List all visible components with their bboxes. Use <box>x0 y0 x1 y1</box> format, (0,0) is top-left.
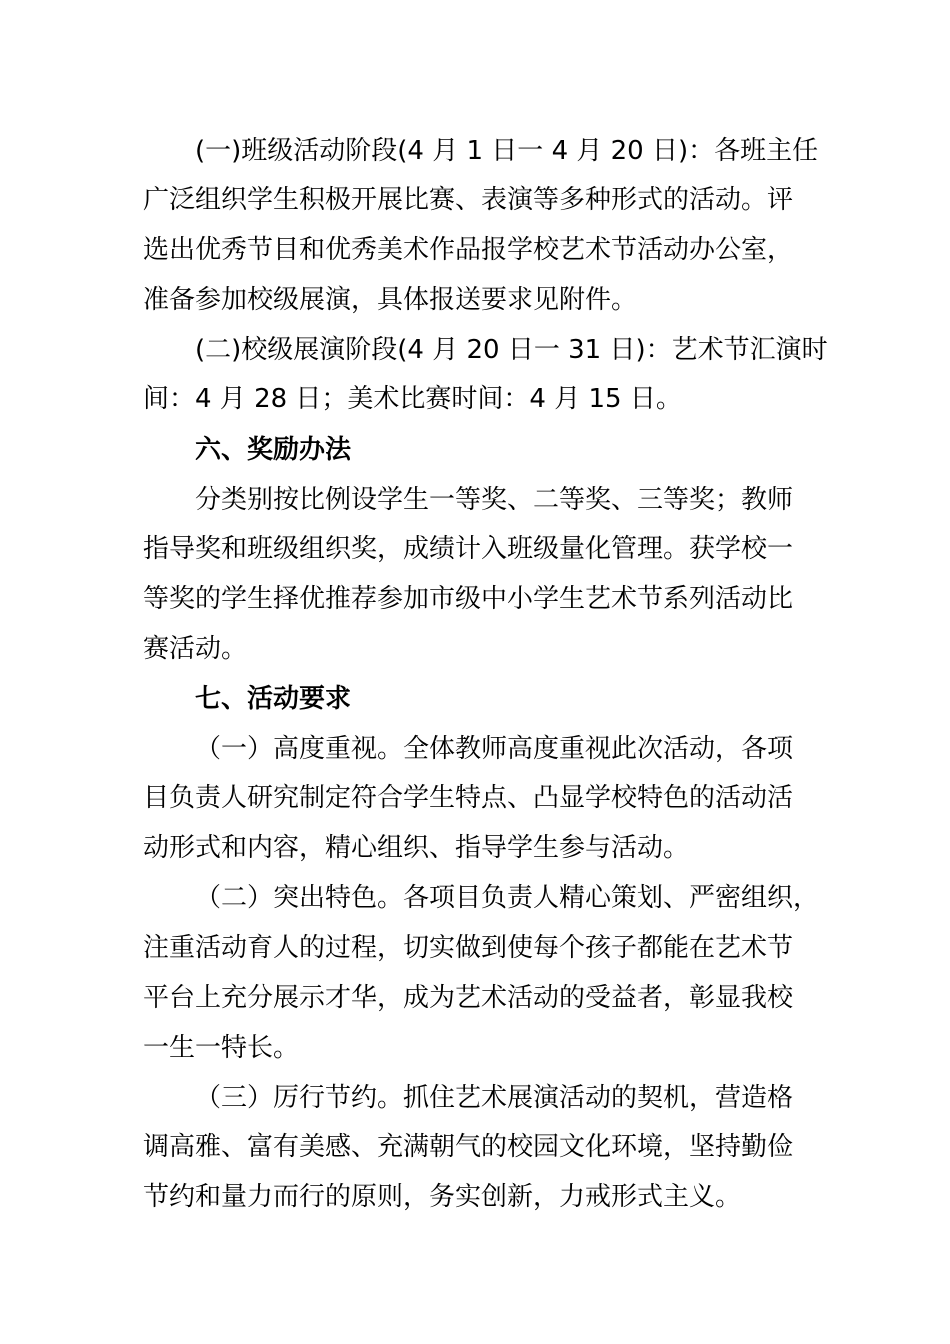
paragraph-req-2-line-2: 注重活动育人的过程，切实做到使每个孩子都能在艺术节 <box>143 933 794 963</box>
paragraph-req-2-line-4: 一生一特长。 <box>143 1033 300 1063</box>
paragraph-req-3-line-3: 节约和量力而行的原则，务实创新，力戒形式主义。 <box>143 1182 742 1212</box>
paragraph-req-2-line-3: 平台上充分展示才华，成为艺术活动的受益者，彰显我校 <box>143 983 794 1013</box>
paragraph-class-stage-line-2: 广泛组织学生积极开展比赛、表演等多种形式的活动。评 <box>143 185 794 215</box>
paragraph-class-stage-line-1: (一)班级活动阶段(4 月 1 日一 4 月 20 日)：各班主任 <box>195 136 819 166</box>
section-heading-rewards: 六、奖励办法 <box>195 435 352 465</box>
paragraph-req-2-line-1: （二）突出特色。各项目负责人精心策划、严密组织， <box>195 883 820 913</box>
paragraph-rewards-line-1: 分类别按比例设学生一等奖、二等奖、三等奖；教师 <box>195 485 794 515</box>
paragraph-class-stage-line-4: 准备参加校级展演，具体报送要求见附件。 <box>143 285 638 315</box>
paragraph-req-1-line-2: 目负责人研究制定符合学生特点、凸显学校特色的活动活 <box>143 783 794 813</box>
paragraph-req-1-line-3: 动形式和内容，精心组织、指导学生参与活动。 <box>143 833 690 863</box>
paragraph-req-3-line-1: （三）厉行节约。抓住艺术展演活动的契机，营造格 <box>195 1083 794 1113</box>
paragraph-school-stage-line-1: (二)校级展演阶段(4 月 20 日一 31 日)：艺术节汇演时 <box>195 335 828 365</box>
section-heading-requirements: 七、活动要求 <box>195 684 352 714</box>
paragraph-req-3-line-2: 调高雅、富有美感、充满朝气的校园文化环境，坚持勤俭 <box>143 1132 794 1162</box>
paragraph-req-1-line-1: （一）高度重视。全体教师高度重视此次活动，各项 <box>195 734 794 764</box>
paragraph-school-stage-line-2: 间：4 月 28 日；美术比赛时间：4 月 15 日。 <box>143 384 682 414</box>
paragraph-class-stage-line-3: 选出优秀节目和优秀美术作品报学校艺术节活动办公室， <box>143 235 794 265</box>
paragraph-rewards-line-2: 指导奖和班级组织奖，成绩计入班级量化管理。获学校一 <box>143 534 794 564</box>
paragraph-rewards-line-3: 等奖的学生择优推荐参加市级中小学生艺术节系列活动比 <box>143 584 794 614</box>
paragraph-rewards-line-4: 赛活动。 <box>143 634 248 664</box>
